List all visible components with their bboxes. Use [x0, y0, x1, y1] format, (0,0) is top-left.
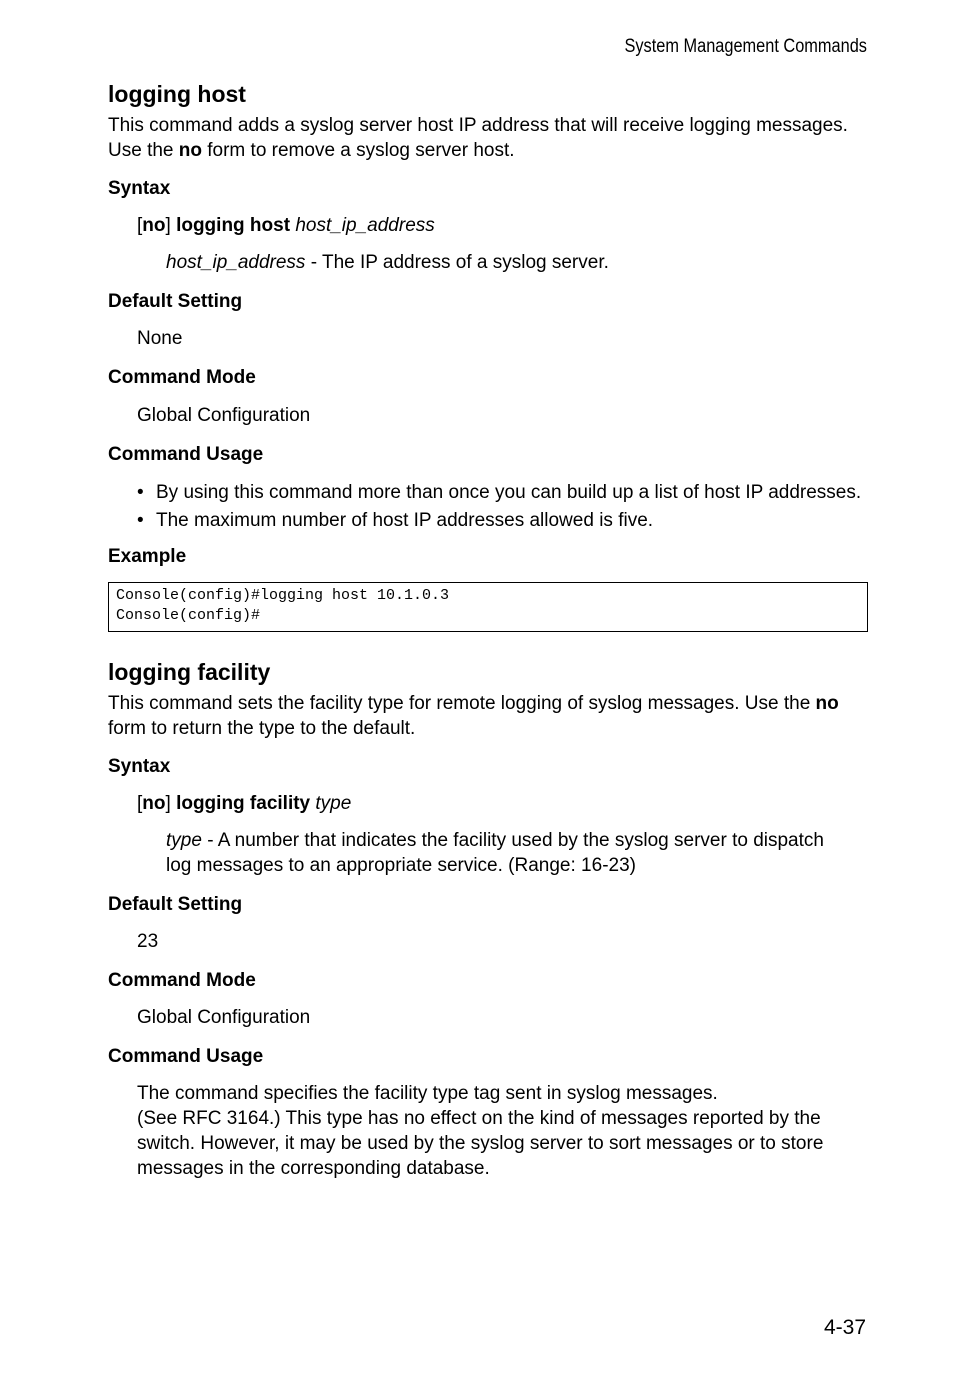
- syntax-bracket: [: [137, 793, 143, 814]
- desc-text: This command sets the facility type for remote logging of syslog messages. Use the: [108, 693, 816, 714]
- syntax-no: no: [142, 215, 166, 236]
- section-description: [108, 113, 868, 163]
- list-item: • The maximum number of host IP addresses allowed is five.: [137, 508, 868, 533]
- code-line: Console(config)#logging host 10.1.0.3: [116, 587, 450, 604]
- command-mode-value: Global Configuration: [137, 1007, 311, 1028]
- usage-list: [108, 480, 868, 533]
- syntax-parameter: type: [315, 793, 352, 814]
- desc-keyword: no: [178, 140, 202, 161]
- command-mode-heading: Command Mode: [108, 970, 256, 991]
- param-text: - A number that indicates the facility used by the syslog server to dispatch log messages to an appropriate service. (Range: 16-23): [166, 830, 824, 876]
- syntax-bracket: [: [137, 215, 143, 236]
- code-example: [108, 582, 868, 632]
- section-title-logging-facility: logging facility: [108, 659, 271, 685]
- syntax-heading: Syntax: [108, 756, 171, 777]
- syntax-bracket: ]: [165, 215, 177, 236]
- page-content: [108, 80, 868, 1181]
- param-text: - The IP address of a syslog server.: [305, 252, 609, 273]
- syntax-line: [108, 791, 868, 816]
- syntax-no: no: [142, 793, 166, 814]
- command-mode-heading: Command Mode: [108, 367, 256, 388]
- command-usage-heading: Command Usage: [108, 444, 264, 465]
- param-name: host_ip_address: [166, 252, 306, 273]
- syntax-parameter: host_ip_address: [295, 215, 435, 236]
- section-description: [108, 691, 868, 741]
- syntax-heading: Syntax: [108, 178, 171, 199]
- default-setting-heading: Default Setting: [108, 894, 243, 915]
- syntax-line: [108, 213, 868, 238]
- usage-paragraph: [108, 1081, 868, 1181]
- default-setting-value: None: [137, 328, 183, 349]
- example-heading: Example: [108, 546, 187, 567]
- usage-text: The command specifies the facility type tag sent in syslog messages.: [137, 1083, 718, 1104]
- page-number: 4-37: [823, 1316, 866, 1339]
- syntax-command: logging host: [176, 215, 291, 236]
- running-header: System Management Commands: [624, 36, 867, 57]
- usage-text: (See RFC 3164.) This type has no effect on the kind of messages reported by the switch. However, it may be used by the syslog server to sort messages or to store messages in the corresponding database.: [137, 1108, 824, 1179]
- code-line: Console(config)#: [116, 607, 261, 624]
- desc-text: form to remove a syslog server host.: [201, 140, 515, 161]
- command-usage-heading: Command Usage: [108, 1046, 264, 1067]
- section-title-logging-host: logging host: [108, 81, 246, 107]
- list-item: • By using this command more than once you can build up a list of host IP addresses.: [137, 480, 868, 505]
- param-name: type: [166, 830, 202, 851]
- parameter-description: [108, 828, 868, 878]
- desc-text: form to return the type to the default.: [108, 718, 416, 739]
- parameter-description: [108, 250, 868, 275]
- syntax-command: logging facility: [176, 793, 311, 814]
- desc-keyword: no: [815, 693, 839, 714]
- command-mode-value: Global Configuration: [137, 405, 311, 426]
- default-setting-heading: Default Setting: [108, 291, 243, 312]
- default-setting-value: 23: [137, 931, 159, 952]
- desc-text: This command adds a syslog server host IP address that will receive logging messages. Use the: [108, 115, 848, 161]
- syntax-bracket: ]: [165, 793, 177, 814]
